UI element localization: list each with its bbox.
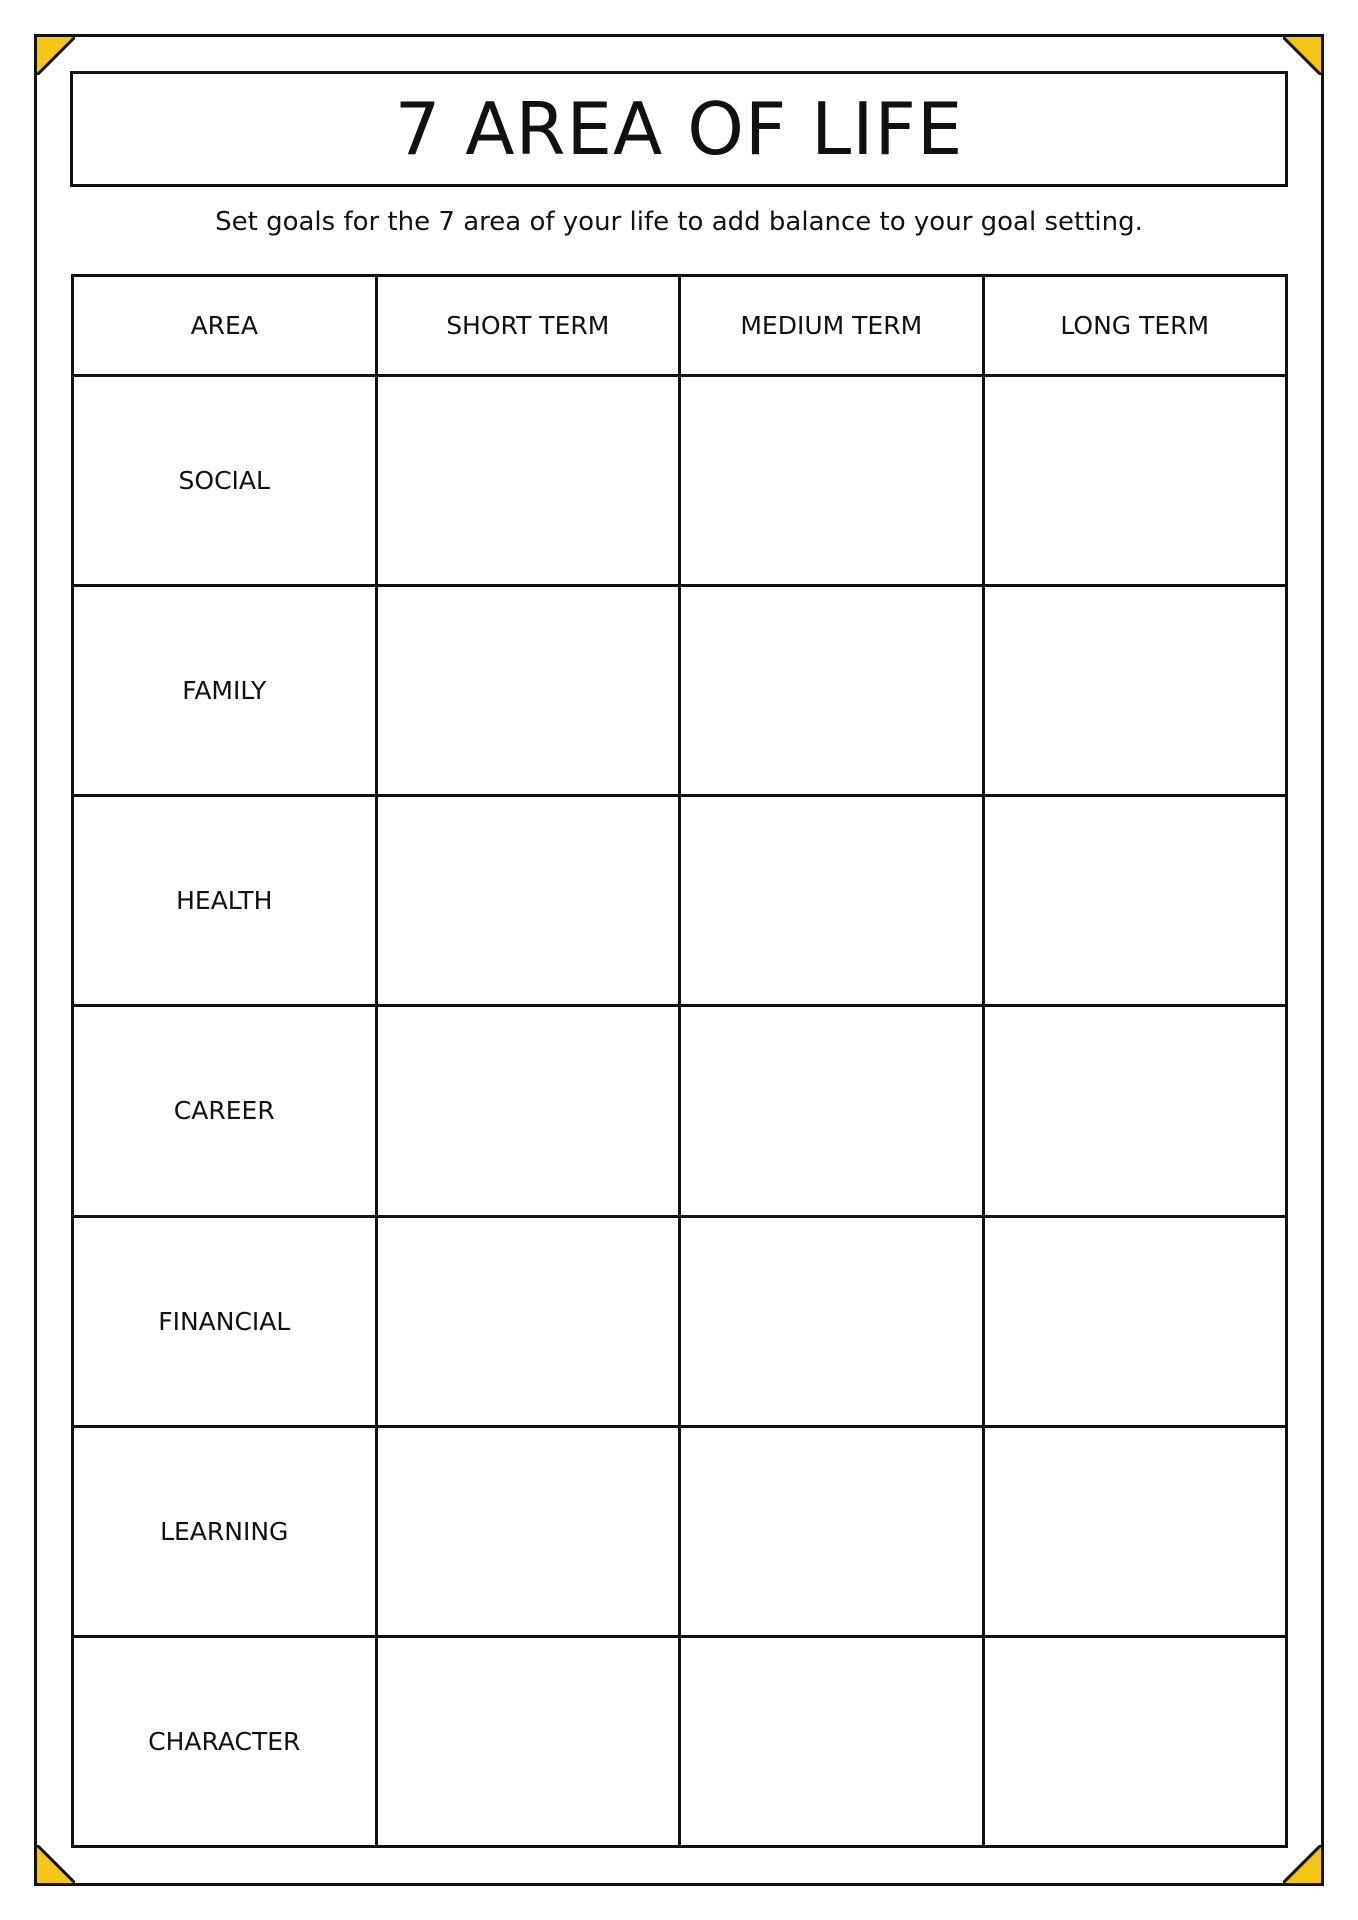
table-row-learning <box>73 1426 1287 1636</box>
health-medium-term-cell[interactable] <box>680 796 984 1006</box>
header-long-term: LONG TERM <box>983 276 1287 376</box>
title-box <box>70 71 1288 187</box>
table-header-row <box>73 276 1287 376</box>
family-long-term-cell[interactable] <box>983 586 1287 796</box>
career-medium-term-cell[interactable] <box>680 1006 984 1216</box>
page-title: 7 AREA OF LIFE <box>394 87 964 171</box>
table-row-family <box>73 586 1287 796</box>
health-short-term-cell[interactable] <box>376 796 680 1006</box>
header-short-term: SHORT TERM <box>376 276 680 376</box>
table-row-character <box>73 1636 1287 1846</box>
corner-triangle-top-right <box>1283 37 1321 75</box>
page-subtitle: Set goals for the 7 area of your life to add balance to your goal setting. <box>215 207 1143 237</box>
health-long-term-cell[interactable] <box>983 796 1287 1006</box>
table-row-social <box>73 376 1287 586</box>
row-label-health: HEALTH <box>73 796 377 1006</box>
header-medium-term: MEDIUM TERM <box>680 276 984 376</box>
financial-short-term-cell[interactable] <box>376 1216 680 1426</box>
goals-table <box>71 274 1288 1848</box>
career-short-term-cell[interactable] <box>376 1006 680 1216</box>
social-medium-term-cell[interactable] <box>680 376 984 586</box>
learning-medium-term-cell[interactable] <box>680 1426 984 1636</box>
row-label-character: CHARACTER <box>73 1636 377 1846</box>
row-label-career: CAREER <box>73 1006 377 1216</box>
corner-triangle-bottom-right <box>1283 1845 1321 1883</box>
learning-short-term-cell[interactable] <box>376 1426 680 1636</box>
header-area: AREA <box>73 276 377 376</box>
table-row-career <box>73 1006 1287 1216</box>
financial-long-term-cell[interactable] <box>983 1216 1287 1426</box>
table-row-financial <box>73 1216 1287 1426</box>
corner-triangle-top-left <box>37 37 75 75</box>
family-short-term-cell[interactable] <box>376 586 680 796</box>
table-row-health <box>73 796 1287 1006</box>
character-long-term-cell[interactable] <box>983 1636 1287 1846</box>
row-label-family: FAMILY <box>73 586 377 796</box>
row-label-learning: LEARNING <box>73 1426 377 1636</box>
social-short-term-cell[interactable] <box>376 376 680 586</box>
row-label-social: SOCIAL <box>73 376 377 586</box>
row-label-financial: FINANCIAL <box>73 1216 377 1426</box>
character-short-term-cell[interactable] <box>376 1636 680 1846</box>
corner-triangle-bottom-left <box>37 1845 75 1883</box>
family-medium-term-cell[interactable] <box>680 586 984 796</box>
financial-medium-term-cell[interactable] <box>680 1216 984 1426</box>
social-long-term-cell[interactable] <box>983 376 1287 586</box>
character-medium-term-cell[interactable] <box>680 1636 984 1846</box>
learning-long-term-cell[interactable] <box>983 1426 1287 1636</box>
career-long-term-cell[interactable] <box>983 1006 1287 1216</box>
